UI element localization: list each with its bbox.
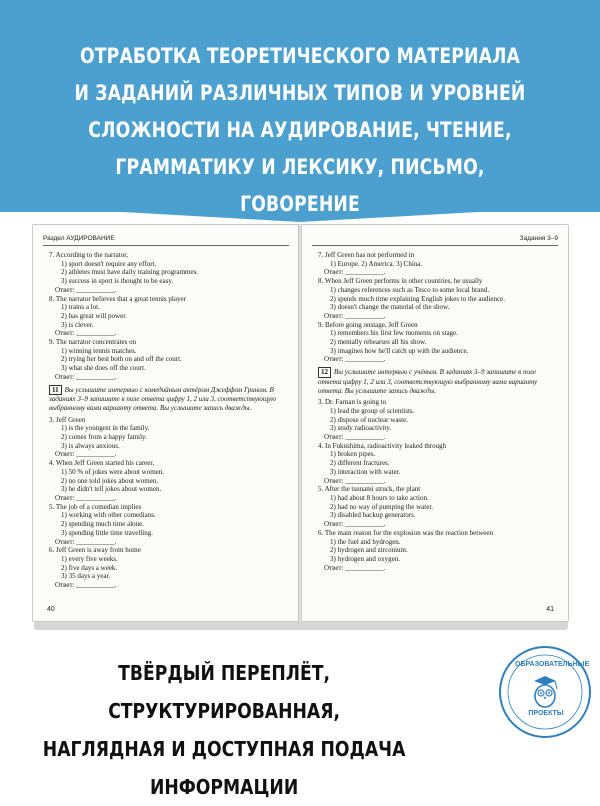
answer-field: Ответ: ___________. xyxy=(55,493,117,502)
answer-option: 2) has great will power. xyxy=(61,311,127,320)
question: 9. The narrator concentrates on xyxy=(49,338,137,347)
answer-option: 1) sport doesn't require any effort. xyxy=(61,259,157,268)
task-instruction: 11 Вы услышите интервью с комедийным актёром Джеффом Грином. В заданиях 3–9 запишите в поле ответа цифру 1, 2 или 3, соответствующую выбранному вами варианту ответа. Вы услышите запись дважды. xyxy=(49,385,277,412)
answer-option: 3) disabled backup generators. xyxy=(330,511,416,520)
answer-option: 1) Europe. 2) America. 3) China. xyxy=(330,259,423,268)
answer-option: 2) five days a week. xyxy=(61,563,118,572)
left-page xyxy=(32,224,300,622)
banner-headline xyxy=(69,38,531,223)
task-number: 11 xyxy=(49,385,62,396)
question: 9. Before going onstage, Jeff Green xyxy=(318,320,418,329)
answer-option: 3) spending little time travelling. xyxy=(61,528,153,537)
answer-option: 3) is always anxious. xyxy=(61,441,120,450)
answer-option: 1) winning tennis matches. xyxy=(61,346,137,355)
task-number: 12 xyxy=(318,367,331,378)
badge-text: ПРОЕКТЫ xyxy=(528,710,564,717)
answer-option: 1) had about 8 hours to take action. xyxy=(330,493,429,502)
answer-option: 3) success in sport is thought to be easy. xyxy=(61,277,174,286)
answer-option: 1) working with other comedians. xyxy=(61,511,156,520)
answer-field: Ответ: ___________. xyxy=(324,563,386,572)
open-book xyxy=(30,222,570,630)
promo-banner xyxy=(0,0,600,216)
question: 5. The job of a comedian implies xyxy=(49,502,142,511)
answer-option: 1) the fuel and hydrogen. xyxy=(330,537,401,546)
answer-option: 3) interaction with water. xyxy=(330,467,401,476)
page-number: 40 xyxy=(47,606,55,613)
left-page-content xyxy=(49,251,285,590)
banner-line: И ЗАДАНИЙ РАЗЛИЧНЫХ ТИПОВ И УРОВНЕЙ xyxy=(74,81,526,105)
question: 5. After the tsunami struck, the plant xyxy=(318,485,421,494)
question: 7. Jeff Green has not performed in xyxy=(318,251,415,259)
answer-field: Ответ: ___________. xyxy=(55,329,117,338)
answer-option: 1) trains a lot. xyxy=(61,303,100,312)
question: 8. When Jeff Green performs in other countries, he usually xyxy=(318,277,483,286)
answer-option: 2) no one told jokes about women. xyxy=(61,476,159,485)
question: 4. When Jeff Green started his career, xyxy=(49,459,155,468)
task-instruction: 12 Вы услышите интервью с учёным. В заданиях 3–9 запишите в поле ответа цифру 1, 2 или 3, соответствующую выбранному вами варианту ответа. Вы услышите запись дважды. xyxy=(318,368,538,395)
answer-option: 2) comes from a happy family. xyxy=(61,433,147,442)
badge-text: ОБРАЗОВАТЕЛЬНЫЕ xyxy=(515,661,590,668)
answer-field: Ответ: ___________. xyxy=(324,433,386,442)
question: 3. Dr. Farnan is going to xyxy=(318,398,387,407)
answer-option: 1) is the youngest in the family. xyxy=(61,424,150,433)
answer-option: 1) broken pipes. xyxy=(330,450,376,459)
footer-caption xyxy=(22,654,426,806)
answer-field: Ответ: ___________. xyxy=(55,372,117,381)
answer-option: 2) spends much time explaining English jokes to the audience. xyxy=(330,294,505,303)
section-header: Задания 3–9 xyxy=(519,235,558,242)
answer-field: Ответ: ___________. xyxy=(324,311,386,320)
section-header: Раздел АУДИРОВАНИЕ xyxy=(43,235,115,242)
answer-option: 1) remembers his first few moments on stage. xyxy=(330,329,458,338)
question: 8. The narrator believes that a great tennis player xyxy=(49,294,186,303)
answer-option: 1) 50 % of jokes were about women. xyxy=(61,467,165,476)
answer-option: 2) hydrogen and zirconium. xyxy=(330,546,408,555)
answer-option: 2) different fractures. xyxy=(330,459,390,468)
answer-field: Ответ: ___________. xyxy=(324,268,386,277)
answer-option: 3) imagines how he'll catch up with the audience. xyxy=(330,346,469,355)
answer-option: 1) lead the group of scientists. xyxy=(330,406,415,415)
answer-option: 3) 35 days a year. xyxy=(61,572,111,581)
answer-field: Ответ: ___________. xyxy=(324,476,386,485)
right-page xyxy=(301,224,569,622)
answer-option: 2) spending much time alone. xyxy=(61,520,145,529)
banner-line: ОТРАБОТКА ТЕОРЕТИЧЕСКОГО МАТЕРИАЛА xyxy=(79,44,521,68)
answer-field: Ответ: ___________. xyxy=(55,581,117,590)
footer-line: ТВЁРДЫЙ ПЕРЕПЛЁТ, СТРУКТУРИРОВАННАЯ, xyxy=(108,661,340,723)
page-number: 41 xyxy=(546,606,554,613)
question: 6. Jeff Green is away from home xyxy=(49,546,141,555)
publisher-badge xyxy=(499,646,591,738)
answer-option: 3) is clever. xyxy=(61,320,94,329)
answer-field: Ответ: ___________. xyxy=(55,537,117,546)
answer-option: 3) study radioactivity. xyxy=(330,424,392,433)
answer-option: 2) dispose of nuclear waste. xyxy=(330,415,408,424)
answer-option: 3) hydrogen and oxygen. xyxy=(330,554,400,563)
answer-field: Ответ: ___________. xyxy=(324,355,386,364)
banner-line: СЛОЖНОСТИ НА АУДИРОВАНИЕ, ЧТЕНИЕ, xyxy=(88,118,512,142)
answer-option: 1) every five weeks. xyxy=(61,554,118,563)
answer-field: Ответ: ___________. xyxy=(324,520,386,529)
answer-field: Ответ: ___________. xyxy=(55,285,117,294)
question: 7. According to the narrator, xyxy=(49,251,129,259)
right-page-content xyxy=(318,251,554,572)
answer-option: 2) had no way of pumping the water. xyxy=(330,502,434,511)
answer-option: 2) athletes must have daily training programmes. xyxy=(61,268,199,277)
question: 3. Jeff Green xyxy=(49,415,86,424)
answer-option: 2) mentally rehearses all his show. xyxy=(330,338,427,347)
answer-option: 2) trying her best both on and off the court. xyxy=(61,355,182,364)
footer-line: НАГЛЯДНАЯ И ДОСТУПНАЯ ПОДАЧА ИНФОРМАЦИИ xyxy=(42,737,406,799)
banner-line: ГРАММАТИКУ И ЛЕКСИКУ, ПИСЬМО, ГОВОРЕНИЕ xyxy=(115,155,485,216)
question: 6. The main reason for the explosion was the reaction between xyxy=(318,528,494,537)
section-name: АУДИРОВАНИЕ xyxy=(66,235,115,242)
answer-field: Ответ: ___________. xyxy=(55,450,117,459)
answer-option: 3) he didn't tell jokes about women. xyxy=(61,485,162,494)
answer-option: 3) what she does off the court. xyxy=(61,364,146,373)
question: 4. In Fukushima, radioactivity leaked through xyxy=(318,441,447,450)
answer-option: 1) changes references such as Tesco to some local brand. xyxy=(330,285,490,294)
answer-option: 3) doesn't change the material of the show. xyxy=(330,303,450,312)
